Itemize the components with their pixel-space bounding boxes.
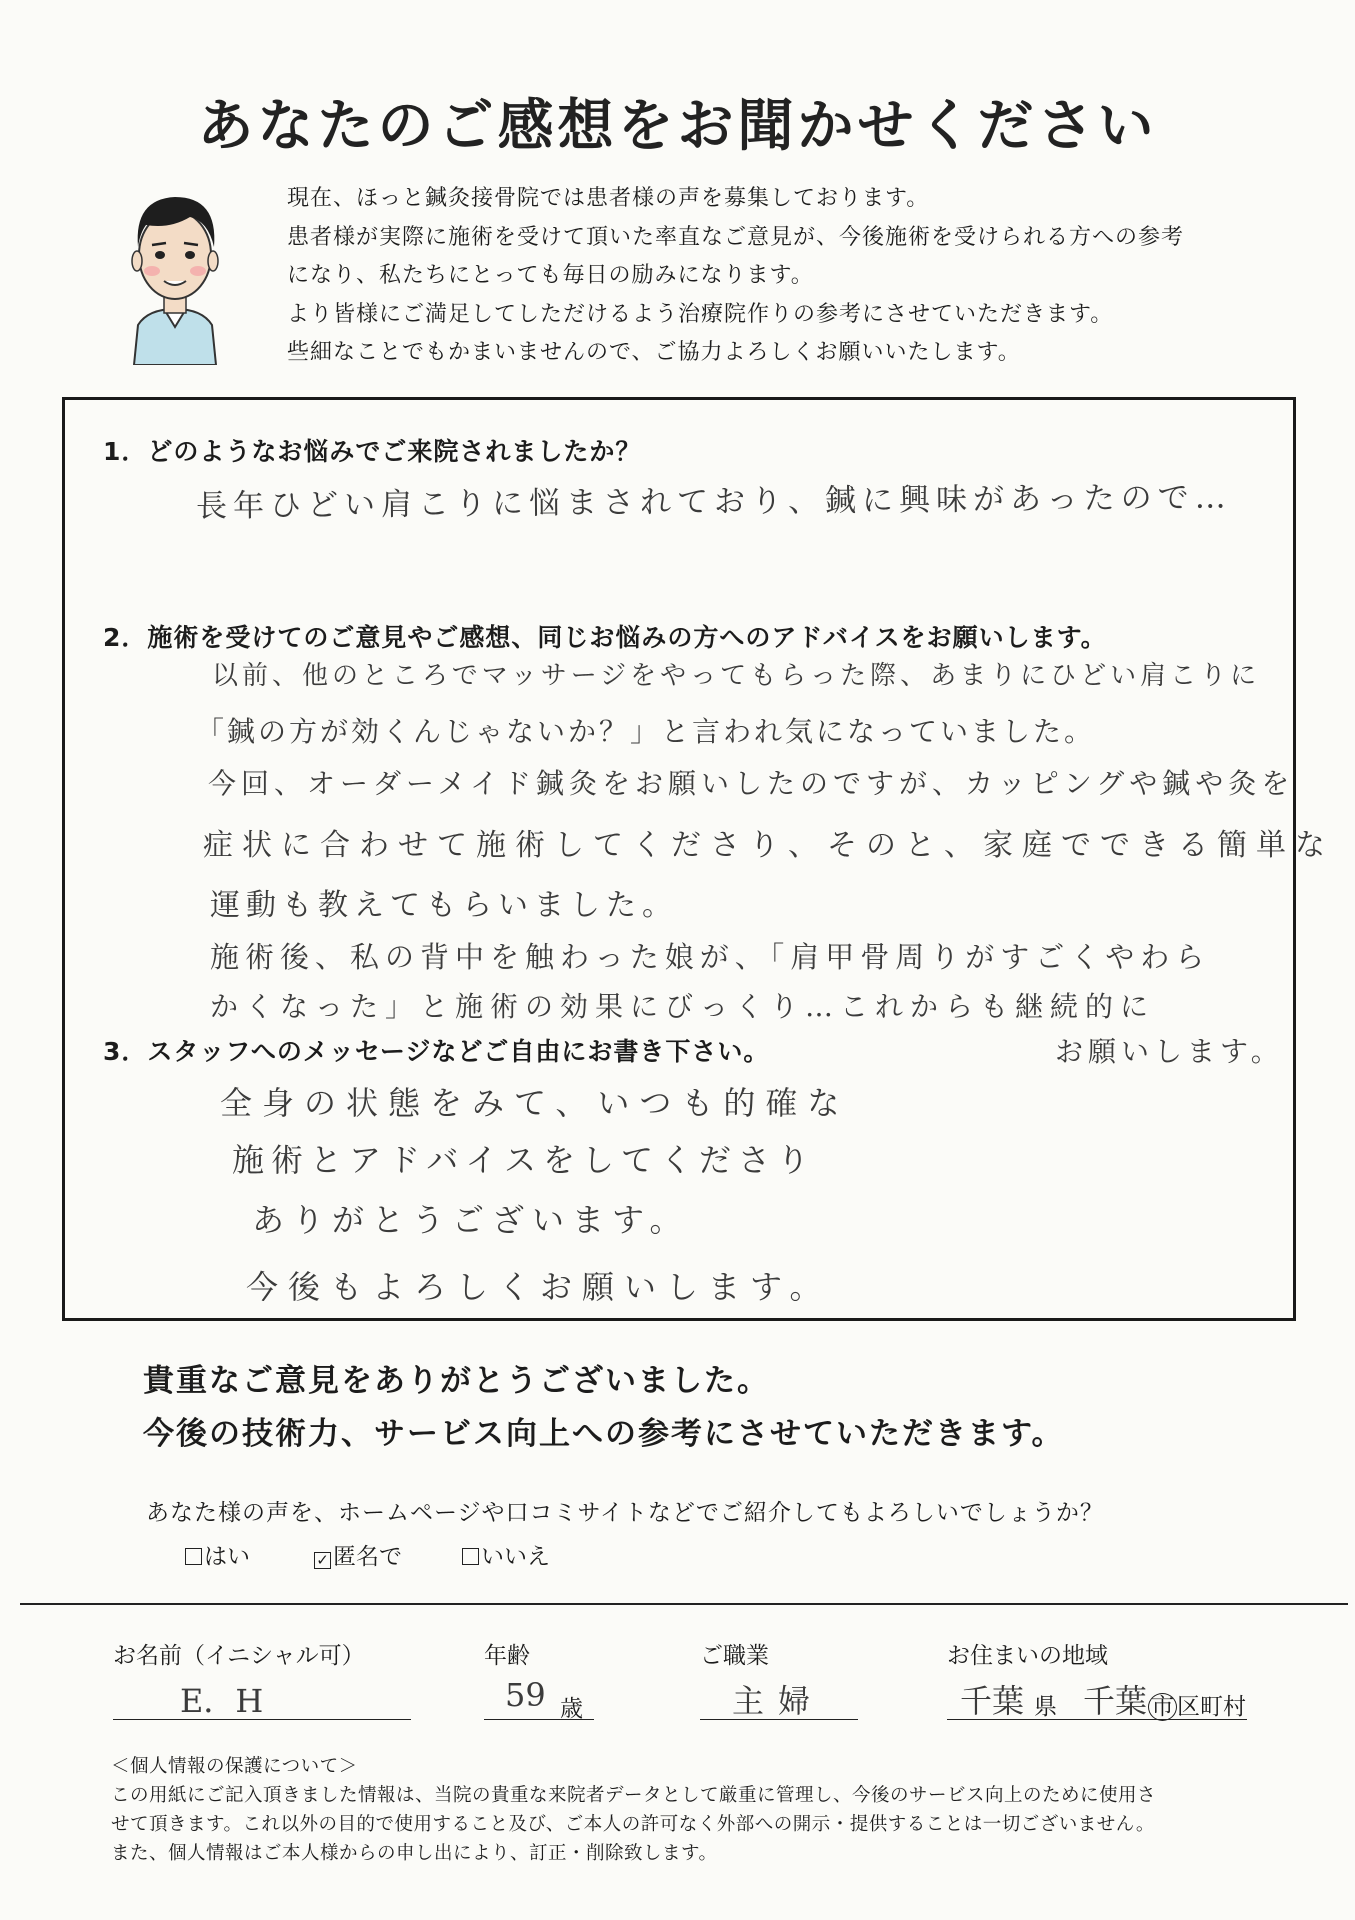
question-1-label: 1．どのようなお悩みでご来院されましたか？	[103, 437, 642, 466]
checkbox-checked-icon[interactable]: ✓	[314, 1552, 331, 1569]
question-2-answer-line: 施術後、私の背中を触わった娘が、「肩甲骨周りがすごくやわら	[210, 940, 1211, 974]
checkbox-empty[interactable]	[185, 1548, 202, 1565]
question-2-answer-line: 以前、他のところでマッサージをやってもらった際、あまりにひどい肩こりに	[212, 661, 1261, 691]
question-3-label: 3．スタッフへのメッセージなどご自由にお書き下さい。	[103, 1037, 770, 1066]
job-label: ご職業	[700, 1643, 769, 1669]
area-label: お住まいの地域	[947, 1643, 1108, 1669]
city-unit: 村	[1223, 1694, 1246, 1720]
checkbox-empty[interactable]	[462, 1548, 479, 1565]
privacy-heading: ＜個人情報の保護について＞	[111, 1756, 358, 1777]
consent-option-no[interactable]	[462, 1538, 550, 1571]
question-3-answer-line: 全身の状態をみて、いつも的確な	[220, 1084, 850, 1122]
question-1-answer[interactable]: 長年ひどい肩こりに悩まされており、鍼に興味があったので…	[195, 479, 1232, 525]
privacy-line: この用紙にご記入頂きました情報は、当院の貴重な来院者データとして厳重に管理し、今後のサービス向上のために使用さ	[111, 1785, 1157, 1806]
prefecture-value[interactable]: 千葉	[960, 1682, 1025, 1720]
privacy-line: また、個人情報はご本人様からの申し出により、訂正・削除致します。	[111, 1843, 718, 1864]
age-label: 年齢	[484, 1643, 530, 1669]
intro-line: 患者様が実際に施術を受けて頂いた率直なご意見が、今後施術を受けられる方への参考	[287, 224, 1185, 250]
age-unit: 歳	[560, 1696, 583, 1722]
consent-option-label: はい	[204, 1544, 250, 1570]
name-value[interactable]: E．H	[180, 1682, 264, 1720]
city-unit: 町	[1200, 1694, 1223, 1720]
question-2-answer-line: 運動も教えてもらいました。	[210, 888, 678, 923]
section-divider	[20, 1603, 1348, 1605]
intro-line: より皆様にご満足してしただけるよう治療院作りの参考にさせていただきます。	[287, 301, 1114, 327]
area-underline	[947, 1719, 1247, 1720]
page-title: あなたのご感想をお聞かせください	[197, 94, 1158, 159]
job-underline	[700, 1719, 858, 1720]
intro-line: 現在、ほっと鍼灸接骨院では患者様の声を募集しております。	[287, 186, 930, 211]
question-2-answer-line: 「鍼の方が効くんじゃないか？」と言われ気になっていました。	[196, 715, 1096, 748]
city-units	[1148, 1688, 1246, 1721]
thanks-line: 今後の技術力、サービス向上への参考にさせていただきます。	[143, 1416, 1065, 1452]
privacy-notice	[111, 1752, 1341, 1868]
question-2-label: 2．施術を受けてのご意見やご感想、同じお悩みの方へのアドバイスをお願いします。	[103, 623, 1107, 652]
privacy-line: せて頂きます。これ以外の目的で使用すること及び、ご本人の許可なく外部への開示・提供することは一切ございません。	[111, 1814, 1155, 1835]
age-underline	[484, 1719, 594, 1720]
prefecture-unit: 県	[1034, 1694, 1057, 1720]
intro-line: 些細なことでもかまいませんので、ご協力よろしくお願いいたします。	[287, 340, 1021, 365]
consent-question: あなた様の声を、ホームページや口コミサイトなどでご紹介してもよろしいでしょうか？	[146, 1500, 1104, 1526]
consent-option-yes[interactable]	[185, 1538, 250, 1571]
consent-option-label: 匿名で	[333, 1544, 402, 1570]
city-value[interactable]: 千葉	[1083, 1682, 1148, 1720]
city-unit: 区	[1177, 1694, 1200, 1720]
question-2-answer-line: かくなった」と施術の効果にびっくり…これからも継続的に	[210, 990, 1156, 1023]
question-3-answer-line: ありがとうございます。	[252, 1201, 690, 1239]
name-label: お名前（イニシャル可）	[113, 1643, 365, 1669]
question-2-answer-line: お願いします。	[1055, 1035, 1284, 1068]
name-underline	[113, 1719, 411, 1720]
age-value[interactable]: 59	[505, 1676, 546, 1714]
intro-line: になり、私たちにとっても毎日の励みになります。	[287, 263, 814, 288]
staff-avatar-icon	[120, 185, 230, 365]
question-3-answer-line: 施術とアドバイスをしてくださり	[232, 1141, 817, 1179]
staff-avatar	[120, 185, 230, 365]
city-unit-selected: 市	[1148, 1693, 1177, 1721]
question-2-answer-line: 症状に合わせて施術してくださり、そのと、家庭でできる簡単な	[203, 828, 1334, 863]
consent-option-anonymous[interactable]	[314, 1538, 402, 1571]
job-value[interactable]: 主婦	[732, 1682, 825, 1720]
intro-text	[287, 180, 1297, 373]
question-2-answer-line: 今回、オーダーメイド鍼灸をお願いしたのですが、カッピングや鍼や灸を	[208, 767, 1295, 800]
thanks-line: 貴重なご意見をありがとうございました。	[143, 1363, 770, 1399]
consent-option-label: いいえ	[481, 1544, 550, 1570]
question-3-answer-line: 今後もよろしくお願いします。	[246, 1268, 832, 1306]
